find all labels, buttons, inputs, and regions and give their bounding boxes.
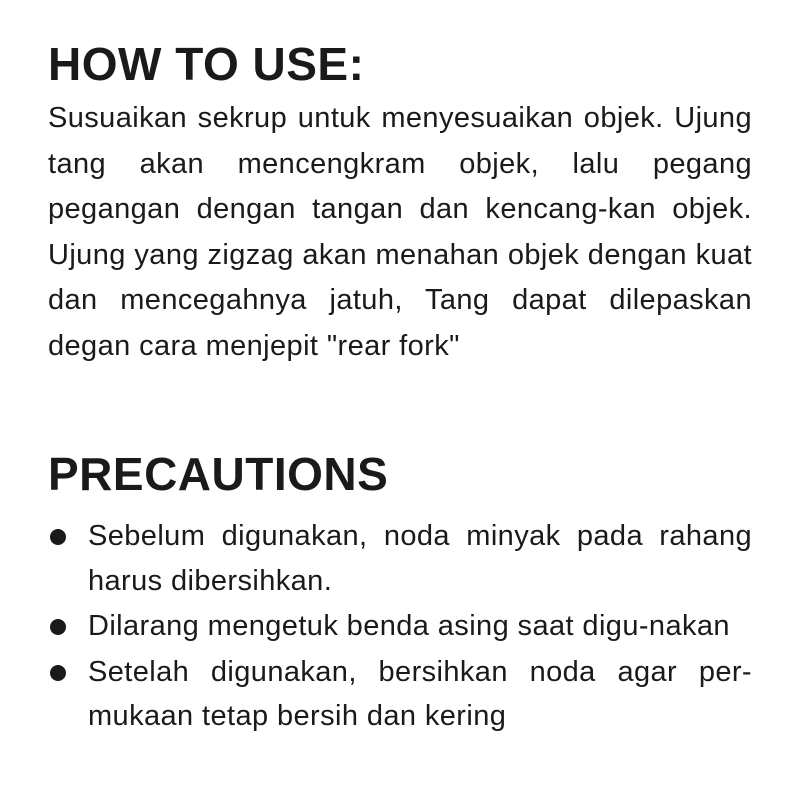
bullet-icon: [50, 665, 66, 681]
precaution-item: [48, 604, 752, 649]
bullet-icon: [50, 619, 66, 635]
precautions-heading: PRECAUTIONS: [48, 448, 389, 500]
precautions-list: [48, 514, 752, 740]
precaution-text: Dilarang mengetuk benda asing saat digu-nakan: [88, 610, 730, 642]
bullet-icon: [50, 529, 66, 545]
precaution-text: Sebelum digunakan, noda minyak pada rahang harus dibersihkan.: [88, 520, 752, 597]
precaution-text: Setelah digunakan, bersihkan noda agar per-mukaan tetap bersih dan kering: [88, 655, 752, 732]
how-to-use-heading: HOW TO USE:: [48, 38, 365, 90]
how-to-use-paragraph: Susuaikan sekrup untuk menyesuaikan objek. Ujung tang akan mencengkram objek, lalu pegang pegangan dengan tangan dan kencang-kan objek. Ujung yang zigzag akan menahan objek dengan kuat dan mencegahnya jatuh, Tang dapat dilepaskan degan cara menjepit "rear fork": [48, 102, 752, 362]
precaution-item: [48, 514, 752, 603]
precaution-item: [48, 650, 752, 739]
